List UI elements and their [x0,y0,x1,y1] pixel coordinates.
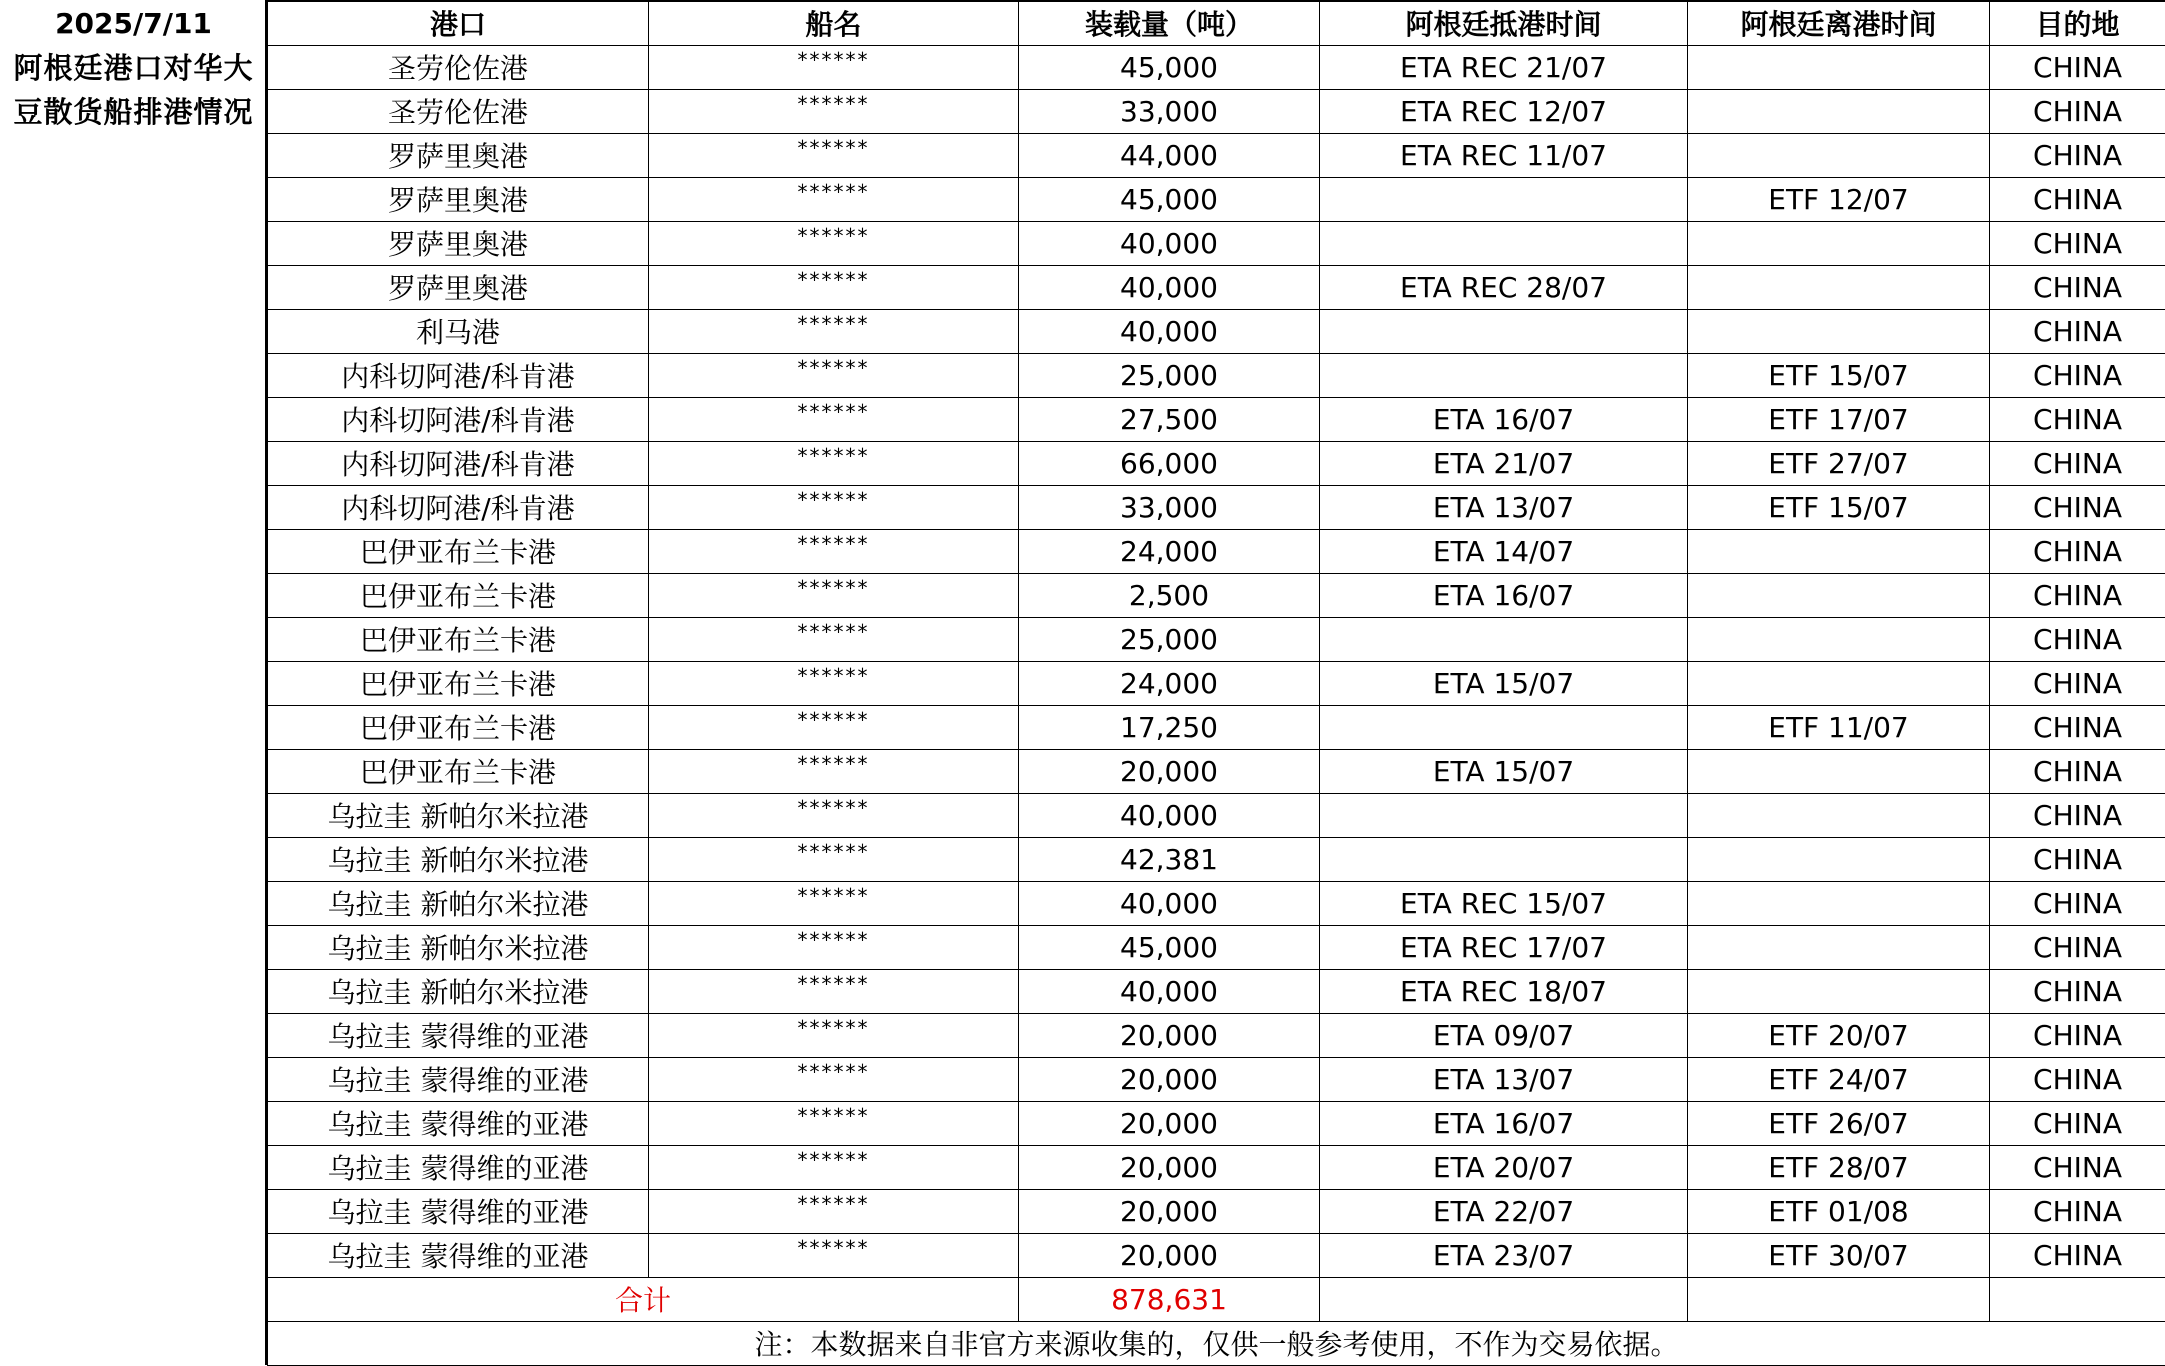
cell-destination: CHINA [1990,133,2165,177]
cell-departure-time: ETF 17/07 [1688,397,1990,441]
cell-ship-name: ****** [649,1101,1019,1145]
cell-port: 内科切阿港/科肯港 [268,485,649,529]
table-row [268,1233,2165,1277]
header-arrival-time: 阿根廷抵港时间 [1320,1,1688,45]
cell-port: 乌拉圭 新帕尔米拉港 [268,881,649,925]
cell-destination: CHINA [1990,529,2165,573]
cell-destination: CHINA [1990,485,2165,529]
table-body [268,45,2165,1277]
header-ship-name: 船名 [649,1,1019,45]
cell-departure-time [1688,881,1990,925]
cell-port: 圣劳伦佐港 [268,89,649,133]
cell-ship-name: ****** [649,617,1019,661]
cell-port: 乌拉圭 蒙得维的亚港 [268,1145,649,1189]
cell-ship-name: ****** [649,969,1019,1013]
total-empty-cell [1688,1277,1990,1321]
cell-load-tonnage: 17,250 [1019,705,1320,749]
cell-port: 乌拉圭 蒙得维的亚港 [268,1189,649,1233]
table-row [268,353,2165,397]
cell-ship-name: ****** [649,529,1019,573]
cell-ship-name: ****** [649,881,1019,925]
cell-destination: CHINA [1990,441,2165,485]
cell-port: 内科切阿港/科肯港 [268,353,649,397]
cell-departure-time: ETF 28/07 [1688,1145,1990,1189]
cell-departure-time: ETF 20/07 [1688,1013,1990,1057]
table-row [268,573,2165,617]
cell-port: 圣劳伦佐港 [268,45,649,89]
cell-load-tonnage: 27,500 [1019,397,1320,441]
cell-ship-name: ****** [649,1057,1019,1101]
total-empty-cell [1990,1277,2165,1321]
cell-load-tonnage: 40,000 [1019,881,1320,925]
cell-load-tonnage: 45,000 [1019,45,1320,89]
cell-ship-name: ****** [649,1189,1019,1233]
cell-arrival-time: ETA 15/07 [1320,661,1688,705]
cell-departure-time [1688,89,1990,133]
table-row [268,1057,2165,1101]
cell-ship-name: ****** [649,221,1019,265]
cell-ship-name: ****** [649,133,1019,177]
note-row [268,1321,2165,1365]
cell-departure-time [1688,837,1990,881]
cell-destination: CHINA [1990,353,2165,397]
cell-load-tonnage: 20,000 [1019,1101,1320,1145]
cell-port: 罗萨里奥港 [268,265,649,309]
cell-arrival-time: ETA REC 12/07 [1320,89,1688,133]
cell-departure-time: ETF 26/07 [1688,1101,1990,1145]
cell-departure-time: ETF 27/07 [1688,441,1990,485]
table-row [268,441,2165,485]
cell-departure-time [1688,969,1990,1013]
cell-load-tonnage: 20,000 [1019,749,1320,793]
shipping-schedule-table [267,0,2165,1366]
cell-load-tonnage: 2,500 [1019,573,1320,617]
cell-destination: CHINA [1990,265,2165,309]
cell-arrival-time: ETA REC 15/07 [1320,881,1688,925]
cell-load-tonnage: 40,000 [1019,793,1320,837]
cell-ship-name: ****** [649,837,1019,881]
cell-load-tonnage: 44,000 [1019,133,1320,177]
table-row [268,705,2165,749]
cell-port: 内科切阿港/科肯港 [268,441,649,485]
cell-destination: CHINA [1990,837,2165,881]
cell-destination: CHINA [1990,397,2165,441]
cell-arrival-time: ETA 15/07 [1320,749,1688,793]
cell-arrival-time: ETA REC 28/07 [1320,265,1688,309]
table-row [268,881,2165,925]
table-row [268,397,2165,441]
cell-destination: CHINA [1990,1189,2165,1233]
cell-departure-time: ETF 15/07 [1688,353,1990,397]
cell-destination: CHINA [1990,969,2165,1013]
cell-destination: CHINA [1990,705,2165,749]
cell-destination: CHINA [1990,89,2165,133]
cell-arrival-time [1320,837,1688,881]
table-row [268,265,2165,309]
cell-departure-time [1688,925,1990,969]
table-row [268,969,2165,1013]
cell-load-tonnage: 40,000 [1019,265,1320,309]
cell-load-tonnage: 20,000 [1019,1189,1320,1233]
cell-ship-name: ****** [649,1145,1019,1189]
cell-ship-name: ****** [649,661,1019,705]
cell-departure-time [1688,45,1990,89]
cell-ship-name: ****** [649,925,1019,969]
cell-load-tonnage: 20,000 [1019,1145,1320,1189]
cell-departure-time [1688,573,1990,617]
cell-departure-time: ETF 30/07 [1688,1233,1990,1277]
cell-port: 乌拉圭 蒙得维的亚港 [268,1057,649,1101]
cell-arrival-time: ETA REC 17/07 [1320,925,1688,969]
header-destination: 目的地 [1990,1,2165,45]
table-row [268,793,2165,837]
cell-port: 罗萨里奥港 [268,177,649,221]
table-row [268,309,2165,353]
cell-departure-time [1688,265,1990,309]
cell-departure-time [1688,617,1990,661]
table-row [268,177,2165,221]
cell-destination: CHINA [1990,1013,2165,1057]
cell-port: 巴伊亚布兰卡港 [268,529,649,573]
cell-ship-name: ****** [649,309,1019,353]
cell-destination: CHINA [1990,309,2165,353]
cell-load-tonnage: 24,000 [1019,661,1320,705]
cell-destination: CHINA [1990,1233,2165,1277]
cell-arrival-time: ETA REC 21/07 [1320,45,1688,89]
cell-load-tonnage: 45,000 [1019,925,1320,969]
cell-load-tonnage: 42,381 [1019,837,1320,881]
cell-ship-name: ****** [649,45,1019,89]
cell-load-tonnage: 20,000 [1019,1233,1320,1277]
report-title: 阿根廷港口对华大豆散货船排港情况 [4,46,263,134]
cell-load-tonnage: 25,000 [1019,617,1320,661]
cell-destination: CHINA [1990,1145,2165,1189]
cell-departure-time [1688,309,1990,353]
cell-arrival-time [1320,177,1688,221]
cell-port: 巴伊亚布兰卡港 [268,705,649,749]
left-title-panel [0,0,267,1365]
cell-ship-name: ****** [649,265,1019,309]
total-value: 878,631 [1019,1277,1320,1321]
table-row [268,89,2165,133]
cell-ship-name: ****** [649,353,1019,397]
table-row [268,661,2165,705]
cell-ship-name: ****** [649,441,1019,485]
table-row [268,837,2165,881]
cell-departure-time: ETF 11/07 [1688,705,1990,749]
cell-ship-name: ****** [649,1013,1019,1057]
cell-load-tonnage: 66,000 [1019,441,1320,485]
cell-port: 巴伊亚布兰卡港 [268,573,649,617]
cell-arrival-time: ETA 16/07 [1320,397,1688,441]
cell-port: 罗萨里奥港 [268,133,649,177]
cell-ship-name: ****** [649,793,1019,837]
cell-load-tonnage: 20,000 [1019,1057,1320,1101]
cell-destination: CHINA [1990,925,2165,969]
cell-load-tonnage: 24,000 [1019,529,1320,573]
table-row [268,45,2165,89]
header-port: 港口 [268,1,649,45]
cell-destination: CHINA [1990,793,2165,837]
cell-port: 乌拉圭 蒙得维的亚港 [268,1101,649,1145]
cell-ship-name: ****** [649,177,1019,221]
cell-load-tonnage: 40,000 [1019,309,1320,353]
cell-port: 利马港 [268,309,649,353]
header-load-tonnage: 装载量（吨） [1019,1,1320,45]
cell-departure-time: ETF 12/07 [1688,177,1990,221]
cell-ship-name: ****** [649,749,1019,793]
cell-departure-time [1688,133,1990,177]
cell-departure-time: ETF 01/08 [1688,1189,1990,1233]
cell-port: 乌拉圭 蒙得维的亚港 [268,1233,649,1277]
table-row [268,485,2165,529]
cell-arrival-time [1320,617,1688,661]
total-empty-cell [1320,1277,1688,1321]
cell-destination: CHINA [1990,881,2165,925]
cell-destination: CHINA [1990,177,2165,221]
cell-port: 乌拉圭 蒙得维的亚港 [268,1013,649,1057]
cell-arrival-time [1320,221,1688,265]
cell-departure-time [1688,793,1990,837]
cell-destination: CHINA [1990,1057,2165,1101]
cell-arrival-time: ETA 22/07 [1320,1189,1688,1233]
cell-destination: CHINA [1990,221,2165,265]
total-label: 合计 [268,1277,1019,1321]
table-row [268,133,2165,177]
cell-load-tonnage: 40,000 [1019,221,1320,265]
cell-departure-time: ETF 15/07 [1688,485,1990,529]
cell-destination: CHINA [1990,573,2165,617]
cell-destination: CHINA [1990,45,2165,89]
cell-port: 乌拉圭 新帕尔米拉港 [268,793,649,837]
cell-port: 乌拉圭 新帕尔米拉港 [268,837,649,881]
cell-arrival-time: ETA 09/07 [1320,1013,1688,1057]
disclaimer-note: 注：本数据来自非官方来源收集的，仅供一般参考使用，不作为交易依据。 [268,1321,2165,1365]
cell-load-tonnage: 33,000 [1019,485,1320,529]
table-header-row [268,1,2165,45]
cell-destination: CHINA [1990,749,2165,793]
cell-ship-name: ****** [649,89,1019,133]
cell-ship-name: ****** [649,485,1019,529]
cell-ship-name: ****** [649,573,1019,617]
cell-arrival-time: ETA 14/07 [1320,529,1688,573]
cell-port: 罗萨里奥港 [268,221,649,265]
cell-arrival-time [1320,309,1688,353]
cell-arrival-time: ETA 13/07 [1320,1057,1688,1101]
cell-arrival-time [1320,705,1688,749]
cell-destination: CHINA [1990,661,2165,705]
cell-port: 乌拉圭 新帕尔米拉港 [268,925,649,969]
cell-arrival-time: ETA 21/07 [1320,441,1688,485]
header-departure-time: 阿根廷离港时间 [1688,1,1990,45]
cell-arrival-time: ETA 16/07 [1320,573,1688,617]
cell-arrival-time: ETA 16/07 [1320,1101,1688,1145]
cell-port: 巴伊亚布兰卡港 [268,617,649,661]
cell-departure-time [1688,529,1990,573]
cell-arrival-time: ETA REC 11/07 [1320,133,1688,177]
total-row [268,1277,2165,1321]
cell-port: 内科切阿港/科肯港 [268,397,649,441]
cell-arrival-time: ETA 23/07 [1320,1233,1688,1277]
table-row [268,529,2165,573]
cell-port: 巴伊亚布兰卡港 [268,661,649,705]
cell-port: 巴伊亚布兰卡港 [268,749,649,793]
cell-arrival-time: ETA REC 18/07 [1320,969,1688,1013]
cell-load-tonnage: 40,000 [1019,969,1320,1013]
cell-departure-time [1688,221,1990,265]
report-date: 2025/7/11 [0,4,267,44]
cell-ship-name: ****** [649,397,1019,441]
cell-load-tonnage: 20,000 [1019,1013,1320,1057]
cell-departure-time: ETF 24/07 [1688,1057,1990,1101]
cell-arrival-time: ETA 20/07 [1320,1145,1688,1189]
cell-destination: CHINA [1990,1101,2165,1145]
cell-load-tonnage: 45,000 [1019,177,1320,221]
table-row [268,925,2165,969]
table-row [268,221,2165,265]
cell-load-tonnage: 25,000 [1019,353,1320,397]
cell-load-tonnage: 33,000 [1019,89,1320,133]
table-row [268,1013,2165,1057]
cell-departure-time [1688,661,1990,705]
cell-ship-name: ****** [649,705,1019,749]
cell-arrival-time: ETA 13/07 [1320,485,1688,529]
cell-ship-name: ****** [649,1233,1019,1277]
cell-port: 乌拉圭 新帕尔米拉港 [268,969,649,1013]
cell-destination: CHINA [1990,617,2165,661]
table-row [268,1101,2165,1145]
table-row [268,749,2165,793]
table-row [268,617,2165,661]
table-row [268,1189,2165,1233]
cell-arrival-time [1320,353,1688,397]
table-row [268,1145,2165,1189]
cell-arrival-time [1320,793,1688,837]
cell-departure-time [1688,749,1990,793]
